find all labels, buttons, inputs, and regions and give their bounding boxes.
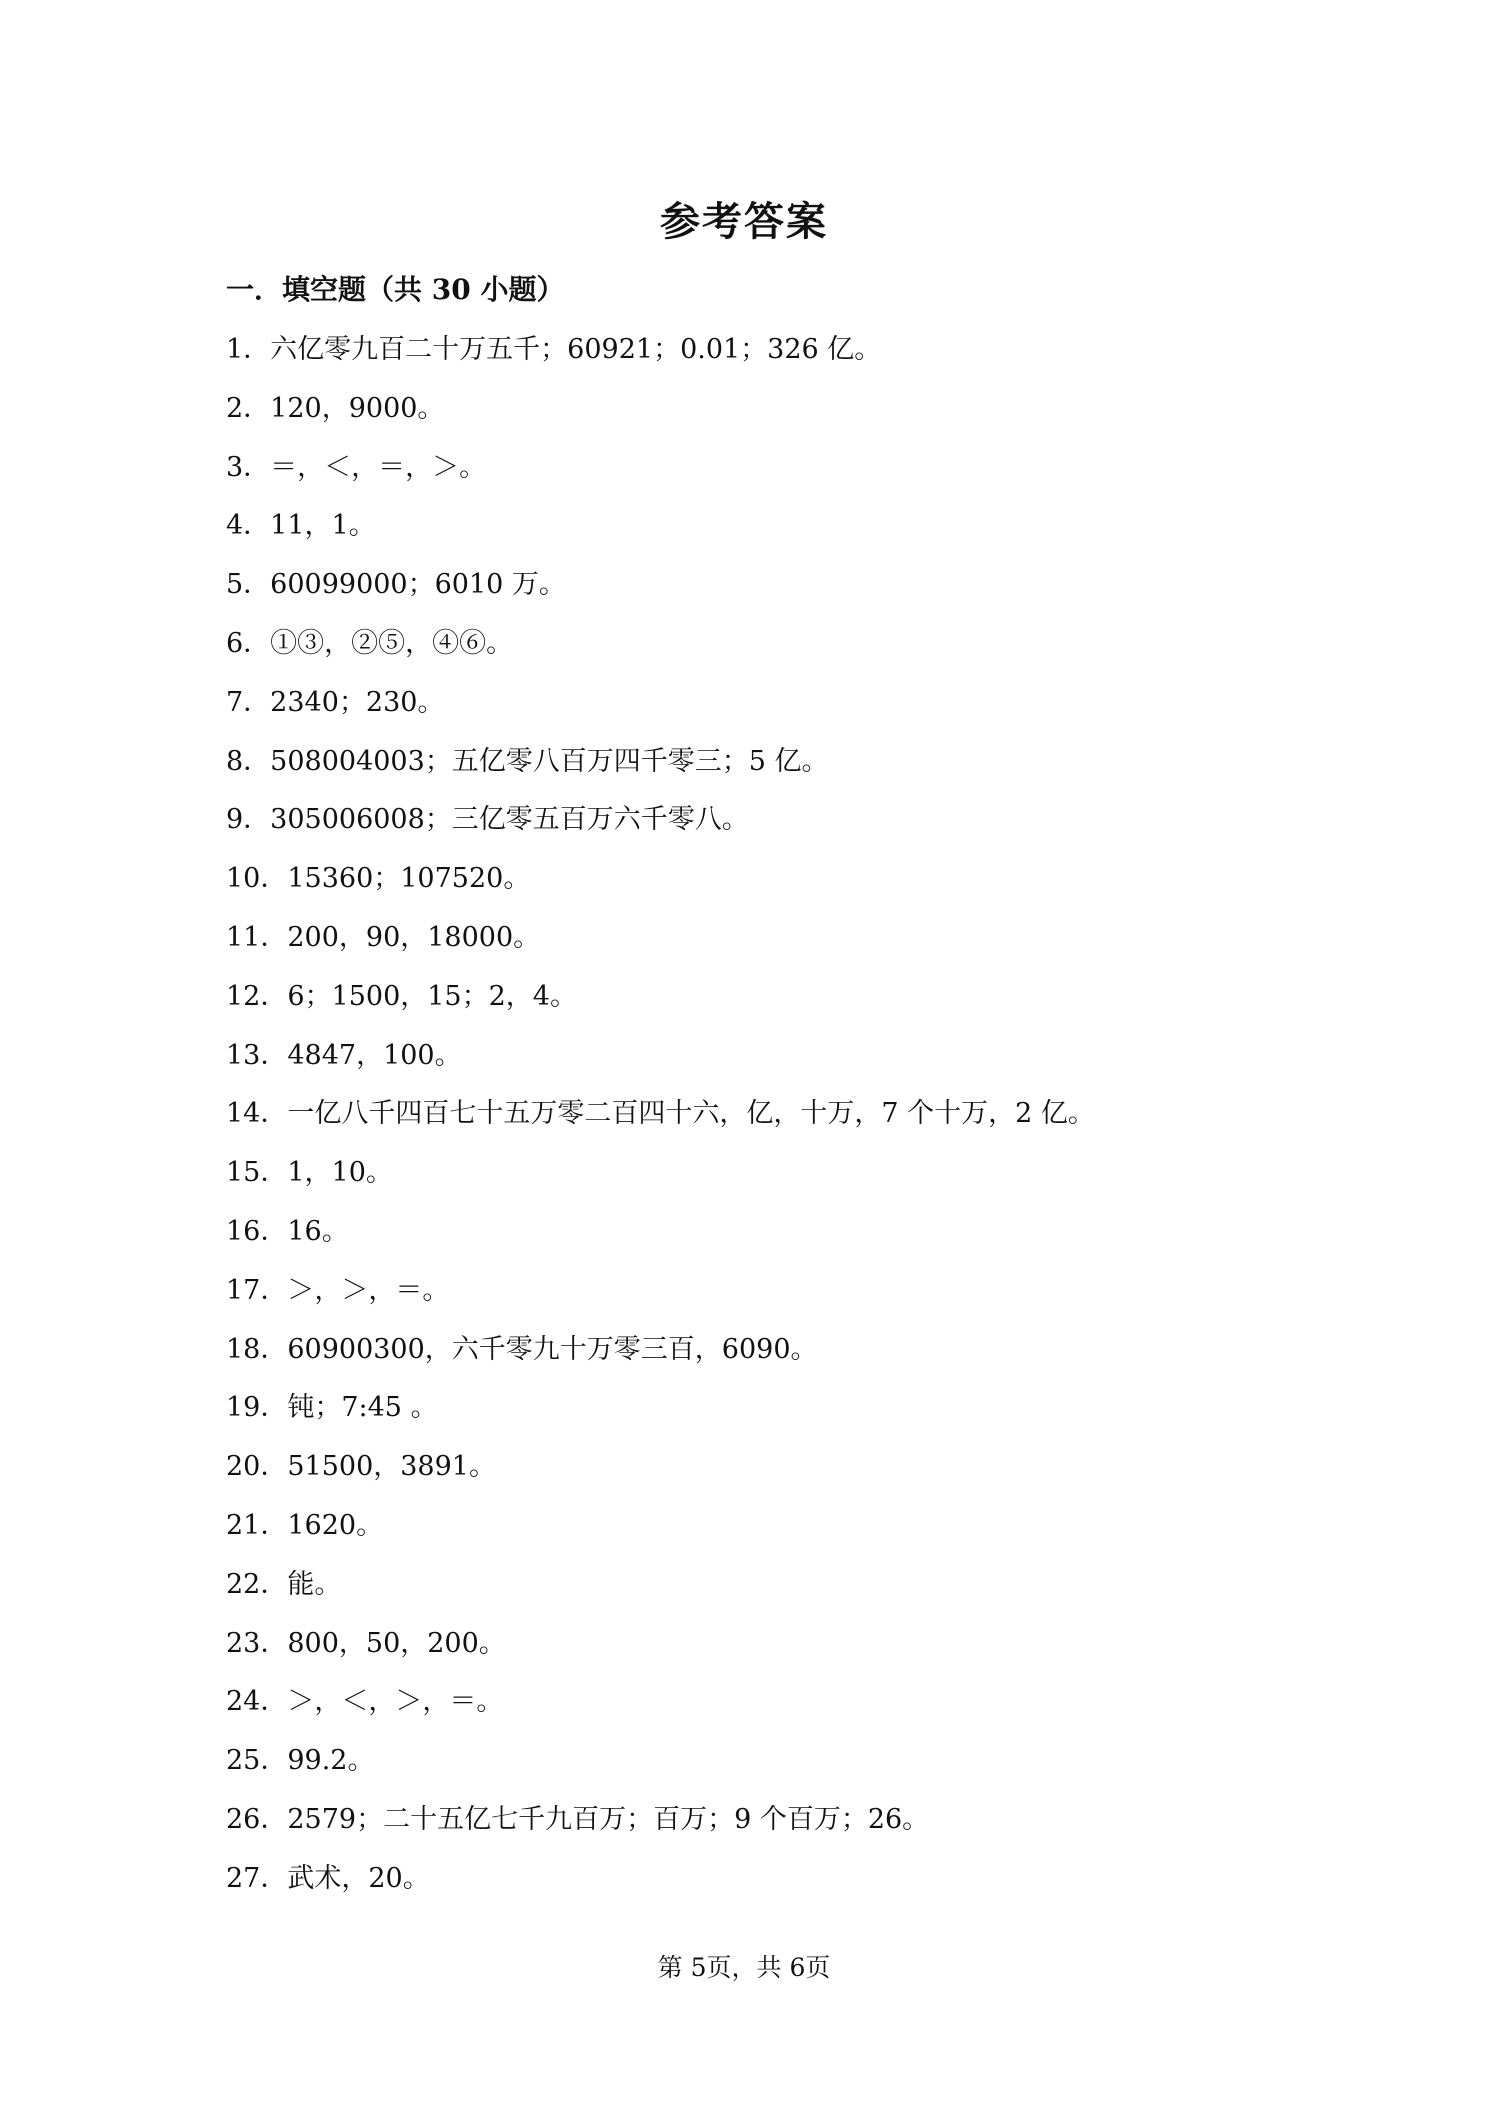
- answer-item: 19．钝；7:45 。: [226, 1392, 438, 1424]
- answer-item: 7．2340；230。: [226, 686, 445, 718]
- answer-item: 14．一亿八千四百七十五万零二百四十六，亿，十万，7 个十万，2 亿。: [226, 1098, 1095, 1130]
- section-heading: 一．填空题（共 30 小题）: [226, 273, 565, 306]
- page-title: 参考答案: [660, 198, 828, 245]
- answer-item: 22．能。: [226, 1568, 342, 1600]
- answer-item: 15．1，10。: [226, 1157, 393, 1189]
- answer-item: 3．＝，＜，＝，＞。: [226, 451, 487, 483]
- answer-list: [226, 330, 1326, 1918]
- answer-item: 24．＞，＜，＞，＝。: [226, 1686, 504, 1718]
- answer-item: 10．15360；107520。: [226, 863, 531, 895]
- answer-item: 2．120，9000。: [226, 392, 445, 424]
- answer-item: 9．305006008；三亿零五百万六千零八。: [226, 804, 749, 836]
- answer-item: 18．60900300，六千零九十万零三百，6090。: [226, 1333, 818, 1365]
- answer-item: 5．60099000；6010 万。: [226, 569, 566, 601]
- answer-item: 23．800，50，200。: [226, 1627, 506, 1659]
- page-footer: 第 5页，共 6页: [657, 1953, 831, 1982]
- answer-item: 13．4847，100。: [226, 1039, 462, 1071]
- answer-item: 11．200，90，18000。: [226, 921, 541, 953]
- answer-item: 27．武术，20。: [226, 1862, 430, 1894]
- answer-item: 21．1620。: [226, 1509, 384, 1541]
- answer-item: 26．2579；二十五亿七千九百万；百万；9 个百万；26。: [226, 1803, 930, 1835]
- answer-item: 20．51500，3891。: [226, 1451, 496, 1483]
- answer-item: 8．508004003；五亿零八百万四千零三；5 亿。: [226, 745, 829, 777]
- answer-item: 12．6；1500，15；2，4。: [226, 980, 577, 1012]
- answer-item: 6．①③，②⑤，④⑥。: [226, 627, 514, 659]
- answer-item: 4．11，1。: [226, 510, 376, 542]
- answer-item: 17．＞，＞，＝。: [226, 1274, 450, 1306]
- answer-item: 16．16。: [226, 1215, 349, 1247]
- answer-item: 1．六亿零九百二十万五千；60921；0.01；326 亿。: [226, 334, 882, 365]
- answer-item: 25．99.2。: [226, 1745, 375, 1777]
